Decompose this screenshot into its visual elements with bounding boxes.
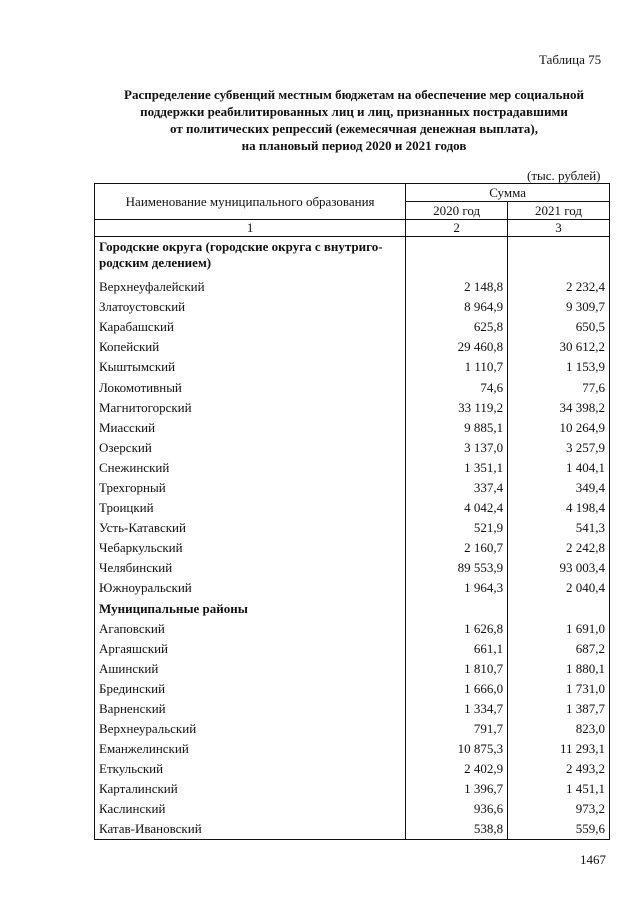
value-2021: 2 242,8 — [508, 538, 610, 558]
value-2020: 89 553,9 — [406, 558, 508, 578]
value-2021: 2 232,4 — [508, 277, 610, 297]
municipality-name: Карабашский — [95, 317, 406, 337]
value-2020: 936,6 — [406, 799, 508, 819]
table-row — [95, 477, 610, 497]
value-2021: 559,6 — [508, 819, 610, 839]
header-sum: Сумма — [406, 184, 610, 202]
value-2021: 1 691,0 — [508, 618, 610, 638]
value-2020: 1 810,7 — [406, 658, 508, 678]
table-row — [95, 297, 610, 317]
table-row — [95, 538, 610, 558]
value-2020: 538,8 — [406, 819, 508, 839]
table-row — [95, 337, 610, 357]
unit-note: (тыс. рублей) — [527, 168, 601, 183]
municipality-name: Копейский — [95, 337, 406, 357]
value-2021: 650,5 — [508, 317, 610, 337]
title-line: от политических репрессий (ежемесячная денежная выплата), — [170, 121, 538, 136]
municipality-name: Аргаяшский — [95, 638, 406, 658]
value-2020: 661,1 — [406, 638, 508, 658]
value-2020: 9 885,1 — [406, 417, 508, 437]
group-title-line: Муниципальные районы — [99, 600, 248, 616]
title-line: поддержки реабилитированных лиц и лиц, признанных пострадавшими — [140, 104, 568, 119]
header-column-number: 1 — [95, 220, 406, 237]
value-2021: 2 493,2 — [508, 759, 610, 779]
municipality-name: Южноуральский — [95, 578, 406, 598]
municipality-name: Ашинский — [95, 658, 406, 678]
empty-cell — [508, 598, 610, 618]
municipality-name: Снежинский — [95, 457, 406, 477]
municipality-name: Агаповский — [95, 618, 406, 638]
value-2021: 30 612,2 — [508, 337, 610, 357]
value-2020: 337,4 — [406, 477, 508, 497]
value-2021: 1 451,1 — [508, 779, 610, 799]
value-2020: 8 964,9 — [406, 297, 508, 317]
value-2020: 29 460,8 — [406, 337, 508, 357]
page-number: 1467 — [580, 852, 606, 867]
group-header-row — [95, 598, 610, 618]
value-2020: 4 042,4 — [406, 498, 508, 518]
group-header-row — [95, 237, 610, 277]
municipality-name: Верхнеуфалейский — [95, 277, 406, 297]
municipality-name: Варненский — [95, 698, 406, 718]
group-title-line: родским делением) — [99, 255, 212, 270]
value-2020: 33 119,2 — [406, 397, 508, 417]
value-2021: 4 198,4 — [508, 498, 610, 518]
value-2020: 1 110,7 — [406, 357, 508, 377]
value-2021: 10 264,9 — [508, 417, 610, 437]
value-2020: 625,8 — [406, 317, 508, 337]
value-2021: 1 387,7 — [508, 698, 610, 718]
title-line: на плановый период 2020 и 2021 годов — [241, 138, 467, 153]
header-name-column: Наименование муниципального образования — [95, 184, 406, 220]
value-2021: 3 257,9 — [508, 437, 610, 457]
value-2020: 521,9 — [406, 518, 508, 538]
value-2021: 349,4 — [508, 477, 610, 497]
municipality-name: Еманжелинский — [95, 739, 406, 759]
value-2021: 823,0 — [508, 719, 610, 739]
value-2021: 1 153,9 — [508, 357, 610, 377]
table-row — [95, 277, 610, 297]
header-year-2020: 2020 год — [406, 202, 508, 220]
value-2021: 1 404,1 — [508, 457, 610, 477]
table-row — [95, 698, 610, 718]
value-2021: 9 309,7 — [508, 297, 610, 317]
value-2020: 1 666,0 — [406, 678, 508, 698]
value-2020: 2 148,8 — [406, 277, 508, 297]
value-2021: 1 731,0 — [508, 678, 610, 698]
value-2020: 2 160,7 — [406, 538, 508, 558]
value-2020: 1 334,7 — [406, 698, 508, 718]
group-title — [95, 237, 406, 277]
header-column-number: 3 — [508, 220, 610, 237]
document-title — [96, 86, 612, 154]
subvention-table — [94, 183, 610, 840]
table-row — [95, 759, 610, 779]
table-row — [95, 377, 610, 397]
table-body — [95, 237, 610, 840]
table-row — [95, 658, 610, 678]
municipality-name: Озерский — [95, 437, 406, 457]
group-title-line: Городские округа (городские округа с внутриго- — [99, 239, 383, 254]
table-row — [95, 799, 610, 819]
header-year-2021: 2021 год — [508, 202, 610, 220]
table-row — [95, 498, 610, 518]
municipality-name: Еткульский — [95, 759, 406, 779]
table-label: Таблица 75 — [539, 52, 602, 67]
table-row — [95, 357, 610, 377]
empty-cell — [406, 598, 508, 618]
municipality-name: Каслинский — [95, 799, 406, 819]
empty-cell — [508, 237, 610, 277]
value-2020: 2 402,9 — [406, 759, 508, 779]
value-2020: 1 964,3 — [406, 578, 508, 598]
value-2021: 973,2 — [508, 799, 610, 819]
table-row — [95, 819, 610, 839]
value-2021: 77,6 — [508, 377, 610, 397]
table-row — [95, 558, 610, 578]
value-2020: 10 875,3 — [406, 739, 508, 759]
municipality-name: Троицкий — [95, 498, 406, 518]
value-2020: 1 626,8 — [406, 618, 508, 638]
table-row — [95, 317, 610, 337]
value-2021: 1 880,1 — [508, 658, 610, 678]
value-2021: 687,2 — [508, 638, 610, 658]
value-2020: 791,7 — [406, 719, 508, 739]
table-row — [95, 719, 610, 739]
municipality-name: Магнитогорский — [95, 397, 406, 417]
value-2021: 34 398,2 — [508, 397, 610, 417]
municipality-name: Карталинский — [95, 779, 406, 799]
table-row — [95, 739, 610, 759]
table-row — [95, 518, 610, 538]
value-2021: 2 040,4 — [508, 578, 610, 598]
value-2020: 1 351,1 — [406, 457, 508, 477]
municipality-name: Верхнеуральский — [95, 719, 406, 739]
table-row — [95, 417, 610, 437]
municipality-name: Челябинский — [95, 558, 406, 578]
municipality-name: Усть-Катавский — [95, 518, 406, 538]
table-row — [95, 457, 610, 477]
value-2020: 1 396,7 — [406, 779, 508, 799]
table-row — [95, 437, 610, 457]
municipality-name: Чебаркульский — [95, 538, 406, 558]
municipality-name: Катав-Ивановский — [95, 819, 406, 839]
municipality-name: Кыштымский — [95, 357, 406, 377]
value-2020: 3 137,0 — [406, 437, 508, 457]
table-row — [95, 397, 610, 417]
table-row — [95, 638, 610, 658]
table-row — [95, 578, 610, 598]
municipality-name: Трехгорный — [95, 477, 406, 497]
value-2021: 11 293,1 — [508, 739, 610, 759]
group-title — [95, 598, 406, 618]
empty-cell — [406, 237, 508, 277]
table-row — [95, 678, 610, 698]
value-2021: 93 003,4 — [508, 558, 610, 578]
municipality-name: Миасский — [95, 417, 406, 437]
municipality-name: Локомотивный — [95, 377, 406, 397]
municipality-name: Брединский — [95, 678, 406, 698]
title-line: Распределение субвенций местным бюджетам на обеспечение мер социальной — [124, 87, 584, 102]
header-column-number: 2 — [406, 220, 508, 237]
value-2020: 74,6 — [406, 377, 508, 397]
municipality-name: Златоустовский — [95, 297, 406, 317]
value-2021: 541,3 — [508, 518, 610, 538]
table-row — [95, 618, 610, 638]
table-row — [95, 779, 610, 799]
